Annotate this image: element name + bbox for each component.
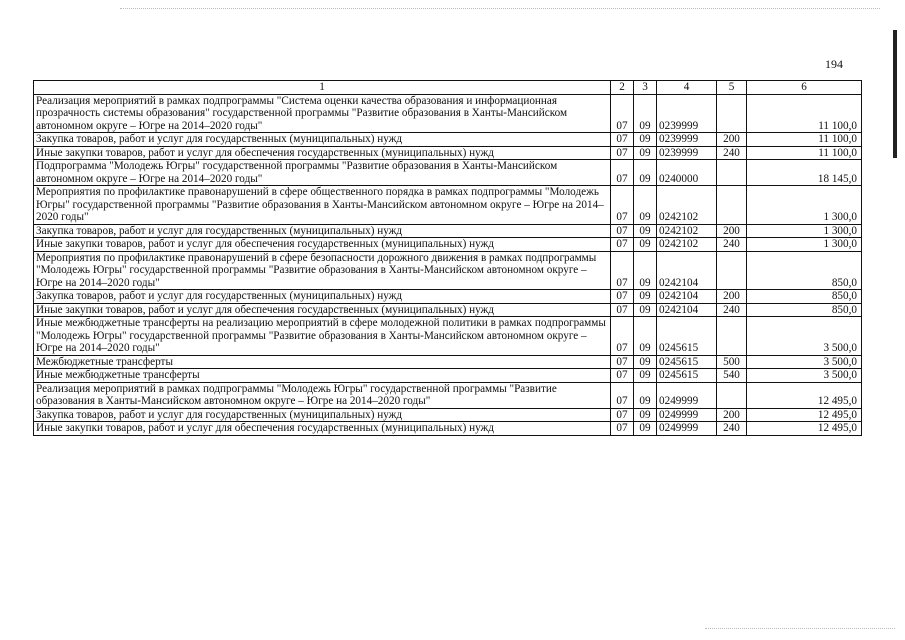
cell-vr: 200 [717, 133, 747, 147]
table-row [34, 422, 862, 436]
cell-pr: 09 [634, 224, 657, 238]
cell-name: Мероприятия по профилактике правонарушений в сфере общественного порядка в рамках подпрограммы "Молодежь Югры" государственной программы "Развитие образования в Ханты-Мансийском автономном округе – Югре на 2014–2020 годы" [34, 186, 611, 225]
cell-amount: 1 300,0 [747, 186, 862, 225]
cell-name: Иные закупки товаров, работ и услуг для обеспечения государственных (муниципальных) нужд [34, 238, 611, 252]
cell-amount: 850,0 [747, 303, 862, 317]
cell-vr [717, 94, 747, 133]
cell-csr: 0242104 [657, 290, 717, 304]
cell-amount: 850,0 [747, 251, 862, 290]
cell-pr: 09 [634, 160, 657, 186]
cell-name: Закупка товаров, работ и услуг для государственных (муниципальных) нужд [34, 408, 611, 422]
cell-vr [717, 186, 747, 225]
cell-amount: 1 300,0 [747, 224, 862, 238]
cell-name: Реализация мероприятий в рамках подпрограммы "Система оценки качества образования и информационная прозрачность системы образования" государственной программы "Развитие образования в Ханты-Мансийском автономном округе – Югре на 2014–2020 годы" [34, 94, 611, 133]
cell-vr: 200 [717, 224, 747, 238]
scan-artifact-top [120, 8, 880, 10]
cell-rz: 07 [611, 146, 634, 160]
cell-rz: 07 [611, 355, 634, 369]
cell-vr: 240 [717, 238, 747, 252]
cell-amount: 11 100,0 [747, 133, 862, 147]
cell-csr: 0249999 [657, 408, 717, 422]
table-row [34, 369, 862, 383]
cell-csr: 0245615 [657, 317, 717, 356]
cell-name: Реализация мероприятий в рамках подпрограммы "Молодежь Югры" государственной программы "Развитие образования в Ханты-Мансийском автономном округе – Югре на 2014–2020 годы" [34, 382, 611, 408]
cell-csr: 0242104 [657, 303, 717, 317]
cell-pr: 09 [634, 94, 657, 133]
header-cell-1: 1 [34, 81, 611, 95]
cell-name: Мероприятия по профилактике правонарушений в сфере безопасности дорожного движения в рамках подпрограммы "Молодежь Югры" государственной программы "Развитие образования в Ханты-Мансийском автономном округе – Югре на 2014–2020 годы" [34, 251, 611, 290]
table-row [34, 317, 862, 356]
cell-vr: 540 [717, 369, 747, 383]
cell-pr: 09 [634, 133, 657, 147]
cell-vr: 200 [717, 408, 747, 422]
cell-name: Иные межбюджетные трансферты [34, 369, 611, 383]
header-cell-6: 6 [747, 81, 862, 95]
table-row [34, 133, 862, 147]
table-row [34, 382, 862, 408]
cell-amount: 850,0 [747, 290, 862, 304]
cell-rz: 07 [611, 94, 634, 133]
cell-pr: 09 [634, 251, 657, 290]
cell-pr: 09 [634, 238, 657, 252]
table-header-row [34, 81, 862, 95]
table-row [34, 355, 862, 369]
cell-csr: 0242102 [657, 238, 717, 252]
cell-pr: 09 [634, 422, 657, 436]
cell-name: Закупка товаров, работ и услуг для государственных (муниципальных) нужд [34, 133, 611, 147]
cell-amount: 11 100,0 [747, 146, 862, 160]
cell-amount: 12 495,0 [747, 382, 862, 408]
cell-vr [717, 317, 747, 356]
cell-csr: 0239999 [657, 133, 717, 147]
table-row [34, 238, 862, 252]
cell-csr: 0242102 [657, 186, 717, 225]
cell-rz: 07 [611, 369, 634, 383]
cell-name: Закупка товаров, работ и услуг для государственных (муниципальных) нужд [34, 224, 611, 238]
table-row [34, 186, 862, 225]
cell-csr: 0249999 [657, 382, 717, 408]
cell-rz: 07 [611, 382, 634, 408]
cell-rz: 07 [611, 408, 634, 422]
scan-edge-mark [893, 30, 897, 158]
header-cell-5: 5 [717, 81, 747, 95]
cell-rz: 07 [611, 186, 634, 225]
table-row [34, 160, 862, 186]
cell-pr: 09 [634, 146, 657, 160]
cell-name: Иные межбюджетные трансферты на реализацию мероприятий в сфере молодежной политики в рамках подпрограммы "Молодежь Югры" государственной программы "Развитие образования в Ханты-Мансийском автономном округе – Югре на 2014–2020 годы" [34, 317, 611, 356]
cell-rz: 07 [611, 133, 634, 147]
cell-vr: 500 [717, 355, 747, 369]
cell-amount: 18 145,0 [747, 160, 862, 186]
cell-vr [717, 382, 747, 408]
cell-amount: 1 300,0 [747, 238, 862, 252]
cell-rz: 07 [611, 224, 634, 238]
cell-rz: 07 [611, 290, 634, 304]
cell-vr [717, 160, 747, 186]
cell-rz: 07 [611, 317, 634, 356]
cell-name: Закупка товаров, работ и услуг для государственных (муниципальных) нужд [34, 290, 611, 304]
cell-pr: 09 [634, 290, 657, 304]
cell-csr: 0239999 [657, 94, 717, 133]
cell-amount: 12 495,0 [747, 422, 862, 436]
cell-pr: 09 [634, 408, 657, 422]
cell-rz: 07 [611, 160, 634, 186]
cell-rz: 07 [611, 238, 634, 252]
header-cell-2: 2 [611, 81, 634, 95]
cell-amount: 11 100,0 [747, 94, 862, 133]
cell-name: Иные закупки товаров, работ и услуг для обеспечения государственных (муниципальных) нужд [34, 146, 611, 160]
cell-name: Подпрограмма "Молодежь Югры" государственной программы "Развитие образования в Ханты-Мансийском автономном округе – Югре на 2014–2020 годы" [34, 160, 611, 186]
cell-vr [717, 251, 747, 290]
cell-csr: 0239999 [657, 146, 717, 160]
table-row [34, 94, 862, 133]
cell-name: Иные закупки товаров, работ и услуг для обеспечения государственных (муниципальных) нужд [34, 303, 611, 317]
budget-table [33, 80, 862, 436]
cell-csr: 0249999 [657, 422, 717, 436]
cell-amount: 12 495,0 [747, 408, 862, 422]
cell-name: Межбюджетные трансферты [34, 355, 611, 369]
cell-csr: 0245615 [657, 355, 717, 369]
cell-amount: 3 500,0 [747, 355, 862, 369]
cell-rz: 07 [611, 251, 634, 290]
cell-vr: 240 [717, 303, 747, 317]
cell-pr: 09 [634, 303, 657, 317]
cell-pr: 09 [634, 355, 657, 369]
cell-amount: 3 500,0 [747, 369, 862, 383]
cell-pr: 09 [634, 382, 657, 408]
cell-pr: 09 [634, 369, 657, 383]
cell-csr: 0240000 [657, 160, 717, 186]
table-row [34, 290, 862, 304]
cell-amount: 3 500,0 [747, 317, 862, 356]
cell-vr: 240 [717, 146, 747, 160]
cell-csr: 0242104 [657, 251, 717, 290]
table-row [34, 146, 862, 160]
table-row [34, 251, 862, 290]
cell-vr: 200 [717, 290, 747, 304]
cell-rz: 07 [611, 422, 634, 436]
budget-table-body [34, 81, 862, 436]
scan-artifact-bottom [705, 628, 895, 630]
table-row [34, 224, 862, 238]
page-number: 194 [825, 57, 843, 71]
cell-pr: 09 [634, 317, 657, 356]
cell-csr: 0242102 [657, 224, 717, 238]
cell-vr: 240 [717, 422, 747, 436]
table-row [34, 303, 862, 317]
cell-csr: 0245615 [657, 369, 717, 383]
table-row [34, 408, 862, 422]
cell-name: Иные закупки товаров, работ и услуг для обеспечения государственных (муниципальных) нужд [34, 422, 611, 436]
cell-rz: 07 [611, 303, 634, 317]
header-cell-4: 4 [657, 81, 717, 95]
cell-pr: 09 [634, 186, 657, 225]
header-cell-3: 3 [634, 81, 657, 95]
